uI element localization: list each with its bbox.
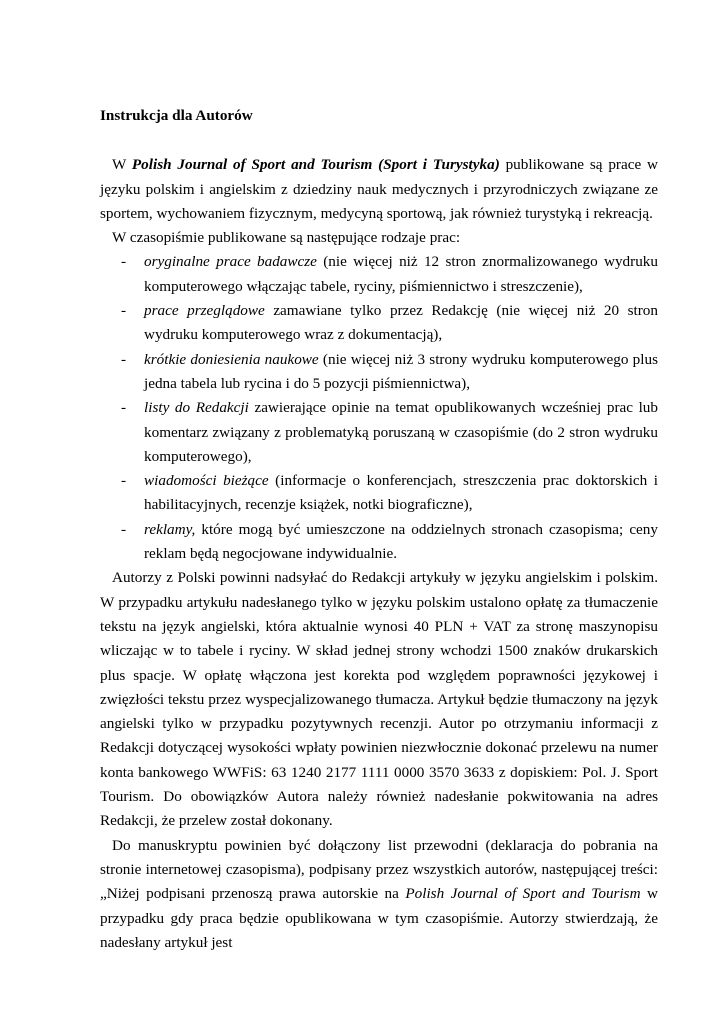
type-name: krótkie doniesienia naukowe (144, 350, 319, 368)
manuscript-pre: Do manuskryptu powinien być dołączony list przewodni (deklaracja do pobrania na stronie internetowej czasopisma), podpisany przez wszystkich autorów, następującej treści: „Niżej podpisani przenoszą prawa autorskie na (100, 836, 658, 903)
type-desc: (informacje o konferencjach, streszczenia prac doktorskich i habilitacyjnych, recenzje książek, notki biograficzne), (144, 472, 658, 514)
page-title: Instrukcja dla Autorów (100, 107, 253, 124)
intro-pre: W (112, 156, 132, 174)
bullet-dash: - (121, 399, 127, 417)
intro-post: publikowane są prace w języku polskim i angielskim z dziedziny nauk medycznych i przyrodniczych związane ze sportem, wychowaniem fizycznym, medycyną sportową, jak również turystyką i rekreacją. (100, 156, 659, 222)
intro-paragraph (100, 153, 658, 226)
list-item (100, 518, 658, 567)
type-name: oryginalne prace badawcze (144, 253, 317, 271)
list-item (100, 396, 658, 469)
type-desc: (nie więcej niż 12 stron znormalizowanego wydruku komputerowego włączając tabele, ryciny, piśmiennictwo i streszczenie), (144, 253, 658, 295)
type-name: reklamy, (144, 520, 196, 538)
type-desc: zamawiane tylko przez Redakcję (nie więcej niż 20 stron wydruku komputerowego wraz z dokumentacją), (144, 302, 658, 344)
type-name: wiadomości bieżące (144, 472, 269, 490)
type-name: listy do Redakcji (144, 399, 249, 417)
journal-name: Polish Journal of Sport and Tourism (Sport i Turystyka) (131, 156, 500, 174)
bullet-dash: - (121, 253, 127, 271)
authors-paragraph: Autorzy z Polski powinni nadsyłać do Redakcji artykuły w języku angielskim i polskim. W przypadku artykułu nadesłanego tylko w języku polskim ustalono opłatę za tłumaczenie tekstu na język angielski, która aktualnie wynosi 40 PLN + VAT za stronę maszynopisu wliczając w to tabele i ryciny. W skład jednej strony wchodzi 1500 znaków drukarskich plus spacje. W opłatę włączona jest korekta pod względem poprawności językowej i zwięzłości tekstu przez wyspecjalizowanego tłumacza. Artykuł będzie tłumaczony na język angielski tylko w przypadku pozytywnych recenzji. Autor po otrzymaniu informacji z Redakcji dotyczącej wysokości wpłaty powinien niezwłocznie dokonać przelewu na numer konta bankowego WWFiS: 63 1240 2177 1111 0000 3570 3633 z dopiskiem: Pol. J. Sport Tourism. Do obowiązków Autora należy również nadesłanie pokwitowania na adres Redakcji, że przelew został dokonany. (100, 569, 658, 830)
manuscript-paragraph (100, 834, 658, 955)
type-desc: zawierające opinie na temat opublikowanych wcześniej prac lub komentarz związany z problematyką poruszaną w czasopiśmie (do 2 stron wydruku komputerowego), (144, 399, 658, 465)
bullet-dash: - (121, 472, 127, 490)
type-desc: które mogą być umieszczone na oddzielnych stronach czasopisma; ceny reklam będą negocjowane indywidualnie. (144, 520, 658, 563)
list-item (100, 250, 658, 299)
bullet-dash: - (121, 520, 127, 538)
list-item (100, 299, 658, 348)
types-intro: W czasopiśmie publikowane są następujące rodzaje prac: (112, 229, 461, 247)
journal-name-italic: Polish Journal of Sport and Tourism (405, 885, 641, 903)
list-item (100, 469, 658, 518)
bullet-dash: - (121, 302, 127, 320)
type-desc: (nie więcej niż 3 strony wydruku komputerowego plus jedna tabela lub rycina i do 5 pozycji piśmiennictwa), (144, 350, 658, 392)
document-body (100, 104, 658, 955)
manuscript-post: w przypadku gdy praca będzie opublikowana w tym czasopiśmie. Autorzy stwierdzają, że nadesłany artykuł jest (100, 885, 658, 951)
list-item (100, 348, 658, 397)
bullet-dash: - (121, 350, 127, 368)
type-name: prace przeglądowe (144, 302, 265, 320)
article-types-list (100, 250, 658, 566)
